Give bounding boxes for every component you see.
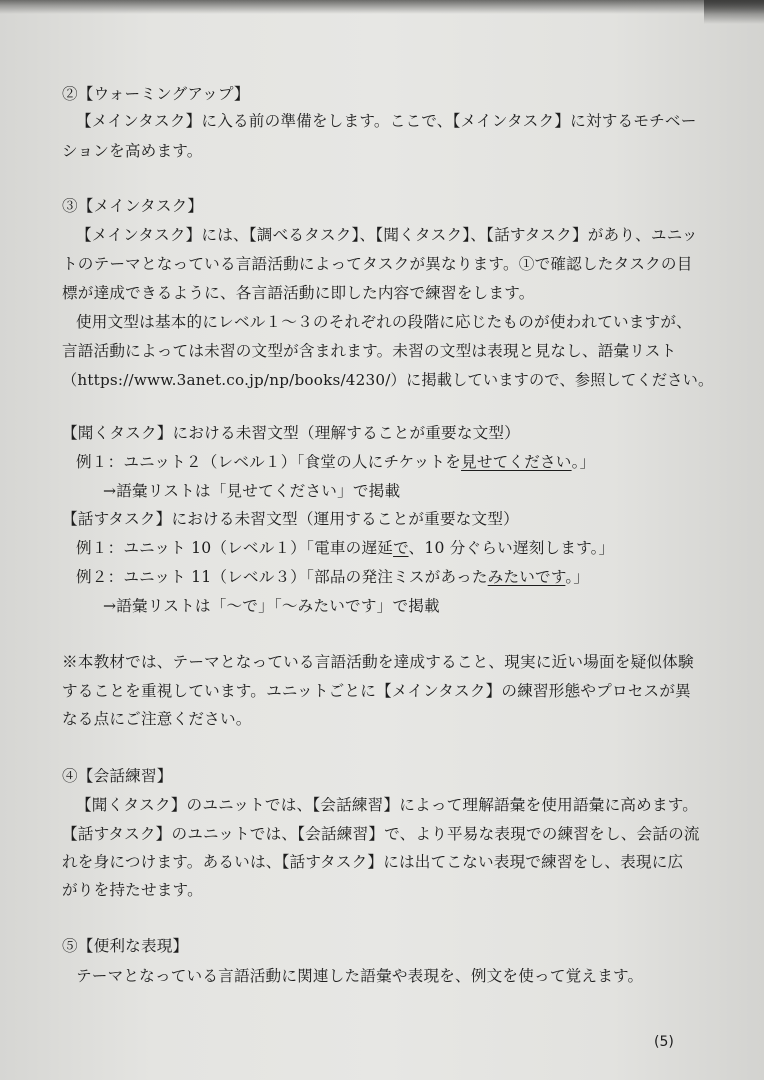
paragraph-line: れを身につけます。あるいは、【話すタスク】には出てこない表現で練習をし、表現に広 xyxy=(62,853,684,871)
listen-example-1: 例１：ユニット２（レベル１）「食堂の人にチケットを見せてください。」 xyxy=(76,453,596,471)
speak-task-heading: 【話すタスク】における未習文型（運用することが重要な文型） xyxy=(62,510,519,528)
note-line: することを重視しています。ユニットごとに【メインタスク】の練習形態やプロセスが異 xyxy=(62,682,691,700)
paragraph-line: 【メインタスク】に入る前の準備をします。ここで、【メインタスク】に対するモチベー xyxy=(76,112,697,130)
heading-main-task: ③【メインタスク】 xyxy=(62,197,204,215)
underlined-pattern: で xyxy=(393,539,409,557)
paragraph-line: 【聞くタスク】のユニットでは、【会話練習】によって理解語彙を使用語彙に高めます。 xyxy=(76,796,699,814)
note-line: なる点にご注意ください。 xyxy=(62,710,252,728)
paragraph-line-url: （https://www.3anet.co.jp/np/books/4230/）に掲載していますので、参照してください。 xyxy=(62,371,714,389)
paragraph-line: トのテーマとなっている言語活動によってタスクが異なります。①で確認したタスクの目 xyxy=(62,255,693,273)
speak-example-1: 例１：ユニット 10（レベル１）「電車の遅延で、10 分ぐらい遅刻します。」 xyxy=(76,539,615,557)
heading-conversation: ④【会話練習】 xyxy=(62,767,173,785)
paragraph-line: ションを高めます。 xyxy=(62,142,203,160)
paragraph-line: テーマとなっている言語活動に関連した語彙や表現を、例文を使って覚えます。 xyxy=(76,967,644,985)
top-right-shadow xyxy=(704,0,764,24)
page-number: (5) xyxy=(654,1034,674,1050)
heading-warmup: ②【ウォーミングアップ】 xyxy=(62,85,250,103)
paragraph-line: 【メインタスク】には、【調べるタスク】、【聞くタスク】、【話すタスク】があり、ユニッ xyxy=(76,226,698,244)
speak-example-2-note: →語彙リストは「～で」「～みたいです」で掲載 xyxy=(103,597,440,615)
underlined-pattern: 見せてください xyxy=(461,453,572,471)
paragraph-line: 言語活動によっては未習の文型が含まれます。未習の文型は表現と見なし、語彙リスト xyxy=(62,342,677,360)
note-line: ※本教材では、テーマとなっている言語活動を達成すること、現実に近い場面を疑似体験 xyxy=(62,653,694,671)
paragraph-line: 【話すタスク】のユニットでは、【会話練習】で、より平易な表現での練習をし、会話の流 xyxy=(62,825,700,843)
listen-example-1-note: →語彙リストは「見せてください」で掲載 xyxy=(103,482,401,500)
speak-example-2: 例２：ユニット 11（レベル３）「部品の発注ミスがあったみたいです。」 xyxy=(76,568,590,586)
paragraph-line: がりを持たせます。 xyxy=(62,881,203,899)
paragraph-line: 使用文型は基本的にレベル１～３のそれぞれの段階に応じたものが使われていますが、 xyxy=(76,313,692,331)
underlined-pattern: みたいです xyxy=(487,568,566,586)
top-shadow xyxy=(0,0,764,14)
listen-task-heading: 【聞くタスク】における未習文型（理解することが重要な文型） xyxy=(62,424,521,442)
paragraph-line: 標が達成できるように、各言語活動に即した内容で練習をします。 xyxy=(62,284,535,302)
heading-useful-expressions: ⑤【便利な表現】 xyxy=(62,937,189,955)
